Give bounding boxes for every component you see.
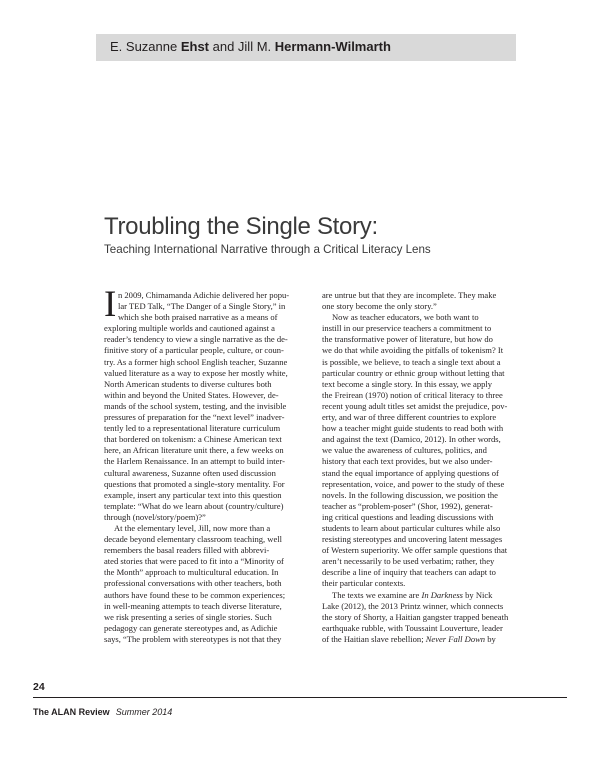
text-run: by: [485, 633, 496, 644]
text-line: questions that promoted a single-story mentality. For: [104, 478, 285, 489]
text-line: finitive story of a particular people, culture, or coun-: [104, 345, 284, 356]
text-line: decade beyond elementary classroom teaching, well: [104, 534, 282, 545]
text-line: ing critical questions and leading discussions with: [322, 511, 494, 522]
article-title: Troubling the Single Story:: [104, 213, 378, 240]
journal-footer: [33, 707, 172, 717]
text-line: the story of Shorty, a Haitian gangster trapped beneath: [322, 611, 509, 622]
text-line: the Freirean (1970) notion of critical literacy to three: [322, 389, 503, 400]
text-line: one story become the only story.”: [322, 301, 437, 312]
author1-last: Ehst: [180, 39, 209, 54]
text-run: by Nick: [463, 589, 493, 600]
text-line: remembers the basal readers filled with abbrevi-: [104, 545, 270, 556]
journal-issue: Summer 2014: [115, 707, 173, 717]
drop-cap: I: [104, 284, 117, 325]
text-line: tently led to a representational literature curriculum: [104, 423, 281, 434]
text-line: lar TED Talk, “The Danger of a Single Story,” in: [118, 301, 286, 312]
text-line: in well-meaning attempts to teach diverse literature,: [104, 600, 282, 611]
text-line: pedagogy can generate stereotypes and, as Adichie: [104, 622, 278, 633]
text-line: particular country or ethnic group without letting that: [322, 367, 505, 378]
text-line: ated stories that were paced to fit into a “Minority of: [104, 556, 284, 567]
text-line: says, “The problem with stereotypes is not that they: [104, 633, 282, 644]
text-line: At the elementary level, Jill, now more than a: [114, 522, 271, 533]
author1-first: E. Suzanne: [110, 39, 181, 54]
text-line: that bordered on tokenism: a Chinese American text: [104, 434, 282, 445]
text-line: template: “What do we learn about (country/culture): [104, 500, 284, 511]
text-line: recent young adult titles set amidst the prejudice, pov-: [322, 400, 508, 411]
body-column-right: [322, 290, 520, 645]
text-line: [322, 634, 520, 645]
text-line: is possible, we believe, to teach a single text about a: [322, 356, 501, 367]
text-line: exploring multiple worlds and cautioned against a: [104, 323, 275, 334]
text-line: pressures of preparation for the “next level” inadver-: [104, 412, 285, 423]
text-line: try. As a former high school English teacher, Suzanne: [104, 356, 288, 367]
text-line: Lake (2012), the 2013 Printz winner, which connects: [322, 600, 504, 611]
text-line: we risk presenting a series of single stories. Such: [104, 611, 272, 622]
page-number: 24: [33, 681, 45, 693]
text-line: resisting stereotypes and uncovering latent messages: [322, 534, 503, 545]
text-line: students to learn about particular cultures while also: [322, 522, 501, 533]
text-line: valued literature as a way to expose her mostly white,: [104, 367, 288, 378]
text-line: Now as teacher educators, we both want to: [332, 312, 479, 323]
text-line: describe a line of inquiry that teachers can adapt to: [322, 567, 496, 578]
author-bar: [96, 34, 516, 61]
text-line: of Western superiority. We offer sample questions that: [322, 545, 508, 556]
text-run: The texts we examine are: [332, 589, 422, 600]
text-line: are untrue but that they are incomplete. They make: [322, 290, 497, 300]
text-line: [322, 590, 520, 601]
text-line: their particular contexts.: [322, 578, 406, 589]
text-line: within and beyond the United States. However, de-: [104, 389, 279, 400]
text-line: North American students to diverse cultures both: [104, 378, 272, 389]
book-title-never-fall-down: Never Fall Down: [425, 633, 486, 644]
text-line: instill in our preservice teachers a commitment to: [322, 323, 492, 334]
journal-name: The ALAN Review: [33, 707, 110, 717]
text-line: through (novel/story/poem)?”: [104, 511, 206, 522]
text-line: we do that while avoiding the pitfalls of tokenism? It: [322, 345, 504, 356]
text-run: of the Haitian slave rebellion;: [322, 633, 426, 644]
author2-last: Hermann-Wilmarth: [274, 39, 391, 54]
text-line: text become a single story. In this essay, we apply: [322, 378, 493, 389]
text-line: and against the text (Damico, 2012). In other words,: [322, 434, 501, 445]
text-line: professional conversations with other teachers, both: [104, 578, 282, 589]
book-title-in-darkness: In Darkness: [421, 589, 464, 600]
article-subtitle: Teaching International Narrative through a Critical Literacy Lens: [104, 243, 431, 256]
text-line: mands of the school system, testing, and the invisible: [104, 400, 287, 411]
text-line: authors have found these to be common experiences;: [104, 589, 286, 600]
text-line: reader’s tendency to view a single narrative as the de-: [104, 334, 288, 345]
text-line: teacher as “problem-poser” (Shor, 1992), generat-: [322, 500, 493, 511]
text-line: earthquake rubble, with Toussaint Louverture, leader: [322, 622, 503, 633]
text-line: how a teacher might guide students to read both with: [322, 423, 504, 434]
text-line: we value the awareness of cultures, politics, and: [322, 445, 487, 456]
text-line: the transformative power of literature, but how do: [322, 334, 493, 345]
text-line: aren’t necessarily to be used verbatim; rather, they: [322, 556, 495, 567]
text-line: novels. In the following discussion, we position the: [322, 489, 498, 500]
text-line: history that each text provides, but we also under-: [322, 456, 493, 467]
text-line: the Harlem Renaissance. In an attempt to build inter-: [104, 456, 285, 467]
text-line: stand the equal importance of applying questions of: [322, 467, 499, 478]
text-line: which she both praised narrative as a means of: [118, 312, 278, 323]
text-line: erty, and war of three different countries to explore: [322, 412, 497, 423]
text-line: the Month” approach to multicultural education. In: [104, 567, 279, 578]
text-line: n 2009, Chimamanda Adichie delivered her popu-: [118, 290, 290, 300]
text-line: representation, voice, and power to the study of these: [322, 478, 505, 489]
text-line: here, an African literature unit there, a few weeks on: [104, 445, 284, 456]
text-line: example, insert any particular text into this question: [104, 489, 282, 500]
author-conjunction: and Jill M.: [209, 39, 275, 54]
body-column-left: [104, 284, 302, 645]
author-names: [110, 39, 391, 54]
text-line: cultural awareness, Suzanne often used discussion: [104, 467, 276, 478]
footer-rule: [33, 697, 567, 698]
